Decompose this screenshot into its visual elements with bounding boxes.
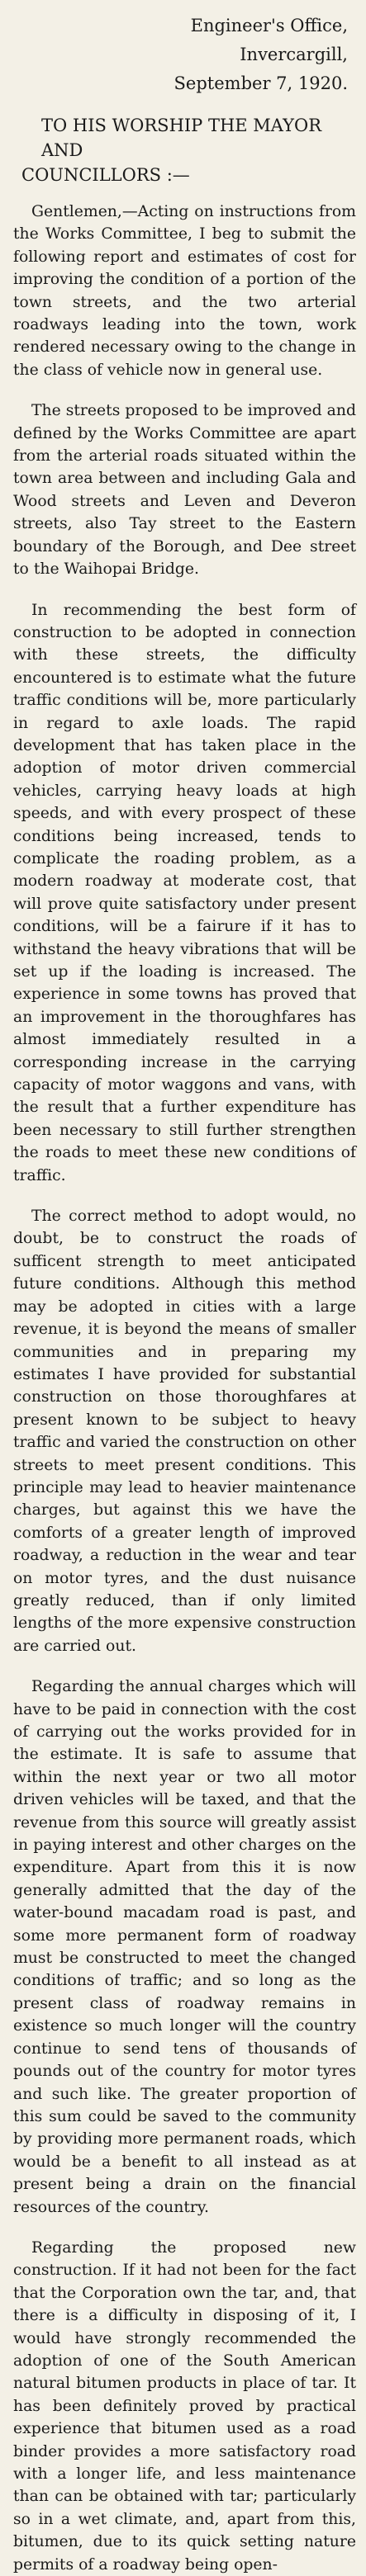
report-body [13,201,356,2576]
paragraph-new-construction: Regarding the proposed new construction. If it had not been for the fact that the Corporation own the tar, and, that there is a difficulty in disposing of it, I would have strongly recommended the adoption of one of the South American natural bitumen products in place of tar. It has been definitely proved by practical experience that bitumen used as a road binder provides a more satisfactory road with a longer life, and less maintenance than can be obtained with tar; particularly so in a wet climate, and, apart from this, bitumen, due to its quick setting nature permits of a roadway being open- [13,2238,356,2574]
town-line: Invercargill, [240,45,348,64]
paragraph-annual-charges: Regarding the annual charges which will have to be paid in connection with the cost of carrying out the works provided for in the estimate. It is safe to assume that within the next year or two all motor driven vehicles will be taxed, and that the revenue from this source will greatly assist in paying interest and other charges on the expenditure. Apart from this it is now generally admitted that the day of the water-bound macadam road is past, and some more permanent form of roadway must be constructed to meet the changed conditions of traffic; and so long as the present class of roadway remains in existence so much longer will the country continue to send tens of thousands of pounds out of the country for motor tyres and such like. The greater proportion of this sum could be saved to the community by providing more permanent roads, which would be a benefit to all instead as at present being a drain on the financial resources of the country. [13,1678,356,2216]
paragraph-construction: In recommending the best form of construction to be adopted in connection with these streets, the difficulty encountered is to estimate what the future traffic conditions will be, more particularly in regard to axle loads. The rapid development that has taken place in the adoption of motor driven commercial vehicles, carrying heavy loads at high speeds, and with every prospect of these conditions being increased, tends to complicate the roading problem, as a modern roadway at moderate cost, that will prove quite satisfactory under present conditions, will be a fairure if it has to withstand the heavy vibrations that will be set up if the loading is increased. The experience in some towns has proved that an improvement in the thoroughfares has almost immediately resulted in a corresponding increase in the carrying capacity of motor waggons and vans, with the result that a further expenditure has been necessary to still further strengthen the roads to meet these new conditions of traffic. [13,601,356,1184]
paragraph-correct-method: The correct method to adopt would, no doubt, be to construct the roads of sufficent strength to meet anticipated future conditions. Although this method may be adopted in cities with a large revenue, it is beyond the means of smaller communities and in preparing my estimates I have provided for substantial construction on those thoroughfares at present known to be subject to heavy traffic and varied the construction on other streets to meet present conditions. This principle may lead to heavier maintenance charges, but against this we have the comforts of a greater length of improved roadway, a reduction in the wear and tear on motor tyres, and the dust nuisance greatly reduced, than if only limited lengths of the more expensive construction are carried out. [13,1208,356,1655]
letter-header [13,12,356,98]
salutation-line-1: TO HIS WORSHIP THE MAYOR AND [41,116,322,160]
office-line: Engineer's Office, [190,16,348,35]
date-line: September 7, 1920. [173,73,348,93]
salutation-line-2: COUNCILLORS :— [21,165,190,185]
salutation [21,113,356,187]
paragraph-gentlemen: Gentlemen,—Acting on instructions from the Works Committee, I beg to submit the following report and estimates of cost for improving the condition of a portion of the town streets, and the two arterial roadways leading into the town, work rendered necessary owing to the change in the class of vehicle now in general use. [13,203,356,379]
paragraph-streets-defined: The streets proposed to be improved and defined by the Works Committee are apart from the arterial roads situated within the town area between and including Gala and Wood streets and Leven and Deveron streets, also Tay street to the Eastern boundary of the Borough, and Dee street to the Waihopai Bridge. [13,402,356,579]
